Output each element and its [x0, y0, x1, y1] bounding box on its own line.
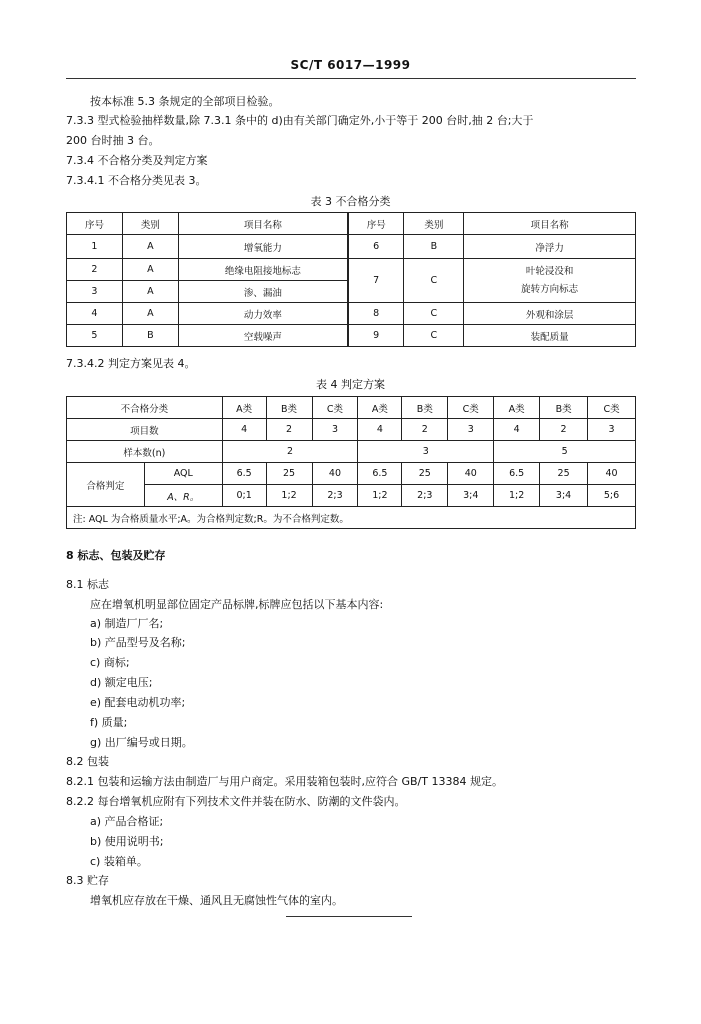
- t3-cell: 空载噪声: [178, 325, 348, 347]
- list-item: a) 产品合格证;: [90, 815, 164, 828]
- t3-name-line1: 叶轮浸没和: [525, 265, 574, 277]
- t4-aql: 40: [448, 463, 494, 485]
- t4-ar: 2;3: [402, 485, 448, 507]
- t3-cell: A: [122, 303, 178, 325]
- t4-class: B类: [402, 397, 448, 419]
- table3: [66, 212, 636, 347]
- t4-aql: 40: [588, 463, 636, 485]
- t4-sample: 3: [358, 441, 494, 463]
- t3-cell: 绝缘电阻接地标志: [178, 259, 348, 281]
- t4-item: 2: [266, 419, 312, 441]
- t3-name-line2: 旋转方向标志: [521, 283, 579, 295]
- t3-cell: 5: [67, 325, 123, 347]
- t3-header-name: 项目名称: [178, 213, 348, 235]
- t4-item: 4: [358, 419, 402, 441]
- t4-aql: 25: [266, 463, 312, 485]
- t3-cell: 2: [67, 259, 123, 281]
- t4-sample: 5: [494, 441, 636, 463]
- t4-class: B类: [540, 397, 588, 419]
- clause-8-3: 8.3 贮存: [66, 874, 109, 887]
- t4-ar: 2;3: [312, 485, 358, 507]
- clause-8-1-text: 应在增氧机明显部位固定产品标牌,标牌应包括以下基本内容:: [90, 598, 384, 611]
- t4-item: 3: [448, 419, 494, 441]
- t3-cell: 增氧能力: [178, 235, 348, 259]
- t3-cell: 净浮力: [464, 235, 636, 259]
- clause-8-1: 8.1 标志: [66, 578, 109, 591]
- t3-cell: B: [122, 325, 178, 347]
- clause-7-3-4-1: 7.3.4.1 不合格分类见表 3。: [66, 174, 207, 187]
- t3-cell: C: [404, 325, 464, 347]
- t3-cell: A: [122, 235, 178, 259]
- clause-8-2-1: 8.2.1 包装和运输方法由制造厂与用户商定。采用装箱包装时,应符合 GB/T 13384 规定。: [66, 775, 503, 788]
- t3-cell: C: [404, 303, 464, 325]
- t3-cell: 1: [67, 235, 123, 259]
- t3-header-no: 序号: [67, 213, 123, 235]
- clause-7-3-3-line2: 200 台时抽 3 台。: [66, 134, 160, 147]
- clause-8-2: 8.2 包装: [66, 755, 109, 768]
- t4-ar: 1;2: [358, 485, 402, 507]
- t4-item: 2: [402, 419, 448, 441]
- t4-note: 注: AQL 为合格质量水平;A。为合格判定数;R。为不合格判定数。: [67, 507, 636, 529]
- t3-cell: 8: [348, 303, 404, 325]
- t4-ar: 5;6: [588, 485, 636, 507]
- t4-class: C类: [588, 397, 636, 419]
- standard-code-header: SC/T 6017—1999: [290, 58, 411, 72]
- t3-cell: 9: [348, 325, 404, 347]
- t4-item: 3: [588, 419, 636, 441]
- list-item: c) 商标;: [90, 656, 130, 669]
- t4-aql: 25: [540, 463, 588, 485]
- t3-cell: 4: [67, 303, 123, 325]
- t3-header-class-2: 类别: [404, 213, 464, 235]
- t4-class: C类: [312, 397, 358, 419]
- t4-ar: 3;4: [448, 485, 494, 507]
- clause-7-3-4-2: 7.3.4.2 判定方案见表 4。: [66, 357, 196, 370]
- clause-8-3-text: 增氧机应存放在干燥、通风且无腐蚀性气体的室内。: [90, 894, 343, 907]
- list-item: g) 出厂编号或日期。: [90, 736, 193, 749]
- table3-caption: 表 3 不合格分类: [310, 195, 391, 208]
- t4-aql: 25: [402, 463, 448, 485]
- list-item: d) 额定电压;: [90, 676, 153, 689]
- t4-item: 2: [540, 419, 588, 441]
- t4-item: 4: [494, 419, 540, 441]
- list-item: a) 制造厂厂名;: [90, 617, 164, 630]
- t3-cell: 3: [67, 281, 123, 303]
- t3-header-no-2: 序号: [348, 213, 404, 235]
- t4-ar: 3;4: [540, 485, 588, 507]
- para-intro: 按本标准 5.3 条规定的全部项目检验。: [90, 95, 280, 108]
- t3-cell: A: [122, 281, 178, 303]
- t4-class: A类: [222, 397, 266, 419]
- t4-item: 4: [222, 419, 266, 441]
- t3-cell-multiline: [464, 259, 636, 303]
- clause-7-3-3-line1: 7.3.3 型式检验抽样数量,除 7.3.1 条中的 d)由有关部门确定外,小于等于 200 台时,抽 2 台;大于: [66, 114, 534, 127]
- list-item: b) 使用说明书;: [90, 835, 164, 848]
- t4-sample-label: 样本数(n): [67, 441, 223, 463]
- t4-items-label: 项目数: [67, 419, 223, 441]
- t3-cell: A: [122, 259, 178, 281]
- t3-cell: 外观和涂层: [464, 303, 636, 325]
- t4-item: 3: [312, 419, 358, 441]
- t3-cell: 装配质量: [464, 325, 636, 347]
- t4-sample: 2: [222, 441, 358, 463]
- t4-class: A类: [494, 397, 540, 419]
- t4-ar: 1;2: [266, 485, 312, 507]
- t3-cell: 渗、漏油: [178, 281, 348, 303]
- header-rule: [66, 78, 636, 79]
- t4-ar-label: A、R。: [144, 485, 222, 507]
- t4-class: A类: [358, 397, 402, 419]
- list-item: b) 产品型号及名称;: [90, 636, 186, 649]
- table4: [66, 396, 636, 529]
- t4-ar: 1;2: [494, 485, 540, 507]
- t4-ar: 0;1: [222, 485, 266, 507]
- t4-aql: 6.5: [494, 463, 540, 485]
- t4-aql: 40: [312, 463, 358, 485]
- t4-aql: 6.5: [222, 463, 266, 485]
- t3-cell: 动力效率: [178, 303, 348, 325]
- t4-class-label: 不合格分类: [67, 397, 223, 419]
- t4-aql: 6.5: [358, 463, 402, 485]
- t3-header-name-2: 项目名称: [464, 213, 636, 235]
- t4-aql-label: AQL: [144, 463, 222, 485]
- t3-cell: C: [404, 259, 464, 303]
- t3-cell: 7: [348, 259, 404, 303]
- t3-cell: 6: [348, 235, 404, 259]
- t4-class: C类: [448, 397, 494, 419]
- t4-class: B类: [266, 397, 312, 419]
- list-item: c) 装箱单。: [90, 855, 148, 868]
- table4-caption: 表 4 判定方案: [316, 378, 385, 391]
- t4-judge-label: 合格判定: [67, 463, 145, 507]
- clause-8-2-2: 8.2.2 每台增氧机应附有下列技术文件并装在防水、防潮的文件袋内。: [66, 795, 406, 808]
- clause-7-3-4: 7.3.4 不合格分类及判定方案: [66, 154, 208, 167]
- list-item: e) 配套电动机功率;: [90, 696, 186, 709]
- list-item: f) 质量;: [90, 716, 128, 729]
- t3-header-class: 类别: [122, 213, 178, 235]
- end-rule: [286, 916, 412, 917]
- t3-cell: B: [404, 235, 464, 259]
- section-8-heading: 8 标志、包装及贮存: [66, 549, 166, 562]
